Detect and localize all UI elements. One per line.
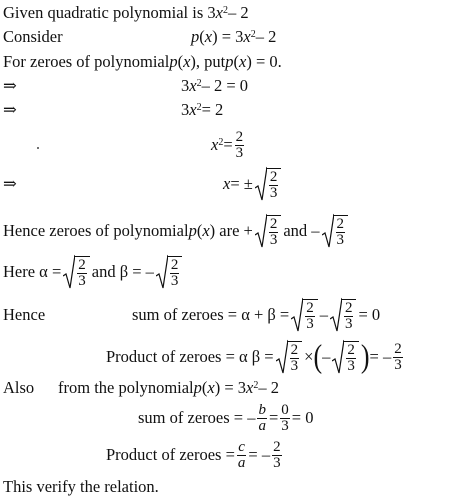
numerator: 2 [269, 215, 278, 232]
right-paren: ) [360, 338, 370, 375]
var-x: x [211, 134, 219, 154]
p-symbol: p [191, 26, 200, 46]
denominator: 3 [273, 454, 281, 471]
fraction [344, 301, 354, 332]
line-step4 [3, 165, 473, 203]
paren: ( [196, 220, 203, 240]
radicand [287, 341, 303, 374]
given-tail: – 2 [227, 2, 249, 22]
text: Product of zeroes = α β = [106, 346, 274, 366]
equals-pm: = ± [230, 173, 253, 193]
denominator: 3 [235, 144, 244, 161]
denominator: 3 [394, 356, 402, 373]
text: ) = 0. [246, 51, 282, 71]
and-text: and β = – [91, 261, 154, 281]
numerator: 2 [306, 299, 314, 316]
text: sum of zeroes = – [138, 407, 256, 427]
minus: – [319, 304, 328, 324]
numerator: 2 [394, 340, 402, 357]
also-text [58, 377, 279, 397]
sum-equation [132, 297, 380, 333]
var-x: x [189, 75, 197, 95]
sqrt [255, 213, 282, 249]
line-product-zeroes [106, 337, 405, 377]
consider-equation [191, 26, 277, 46]
radicand [266, 168, 282, 201]
line-step2 [3, 99, 473, 121]
text: ) are + [209, 220, 253, 240]
numerator: 0 [281, 401, 289, 418]
fraction [269, 170, 279, 201]
radicand [341, 299, 357, 332]
sqrt [291, 297, 318, 333]
tail: = 2 [201, 99, 224, 119]
line-for-zeroes [3, 51, 282, 73]
sqrt [255, 166, 282, 202]
denominator: 3 [269, 231, 278, 248]
line-sum-zeroes [3, 296, 473, 334]
equals-part: ) = 3 [212, 26, 244, 46]
p-symbol: p [225, 51, 234, 71]
sqrt [322, 213, 349, 249]
numerator: c [238, 438, 245, 455]
text: ) = 3 [214, 377, 247, 397]
verify-text: This verify the relation. [3, 476, 159, 496]
line-given [3, 2, 249, 24]
paren: ( [201, 377, 208, 397]
equals-minus: = – [369, 346, 392, 366]
denominator: 3 [336, 231, 345, 248]
paren: ( [177, 51, 184, 71]
numerator: 2 [344, 299, 353, 316]
fraction [305, 301, 315, 332]
var-x: x [223, 173, 231, 193]
line-verify [3, 476, 159, 498]
and-text: and – [283, 220, 320, 240]
paren: ( [199, 26, 205, 46]
step4-equation [223, 166, 283, 202]
line-step1 [3, 75, 473, 97]
implies-arrow: ⇒ [3, 75, 17, 95]
fraction [237, 440, 247, 471]
tail: – 2 [258, 377, 279, 397]
denominator: 3 [306, 315, 314, 332]
exponent: 2 [196, 78, 202, 89]
fraction [170, 258, 180, 289]
numerator: 2 [78, 256, 86, 273]
fraction [393, 342, 403, 373]
var-x: x [239, 51, 247, 71]
stray-dot [37, 147, 39, 149]
radicand [167, 256, 183, 289]
line-here-alpha-beta [3, 253, 184, 291]
var-x: x [202, 220, 210, 240]
text: For zeroes of polynomial [3, 51, 170, 71]
step2-equation [181, 99, 224, 119]
radicand [266, 215, 282, 248]
denominator: 3 [269, 184, 278, 201]
sqrt [156, 254, 183, 290]
paren: ( [233, 51, 240, 71]
numerator: 2 [170, 256, 179, 273]
exponent: 2 [250, 29, 256, 40]
fraction [77, 258, 87, 289]
line-sum-check [138, 401, 313, 435]
text: Product of zeroes = [106, 444, 235, 464]
radicand [333, 215, 349, 248]
numerator: 2 [269, 168, 278, 185]
implies-arrow: ⇒ [3, 173, 17, 193]
radicand [343, 341, 359, 374]
var-x: x [183, 51, 191, 71]
radicand [302, 299, 318, 332]
hence-label: Hence [3, 304, 46, 324]
text: Hence zeroes of polynomial [3, 220, 189, 240]
text: Here α = [3, 261, 62, 281]
tail: – 2 [255, 26, 277, 46]
text: from the polynomial [58, 377, 194, 397]
line-step3 [211, 128, 246, 162]
tail: – 2 = 0 [201, 75, 249, 95]
step1-equation [181, 75, 249, 95]
fraction [272, 440, 282, 471]
result: = 0 [358, 304, 381, 324]
denominator: 3 [78, 272, 86, 289]
var-x: x [207, 377, 215, 397]
coef: 3 [181, 99, 190, 119]
sqrt [332, 339, 359, 375]
denominator: 3 [347, 357, 355, 374]
var-x: x [246, 377, 254, 397]
denominator: 3 [281, 417, 289, 434]
equals: = [223, 134, 233, 154]
var-x: x [189, 99, 197, 119]
exponent: 2 [218, 137, 224, 148]
line-consider [3, 26, 473, 48]
text: ), put [190, 51, 226, 71]
denominator: 3 [344, 315, 353, 332]
exponent: 2 [253, 380, 259, 391]
left-paren: ( [313, 338, 323, 375]
equals: = [268, 407, 279, 427]
fraction [257, 403, 267, 434]
exponent: 2 [222, 5, 228, 16]
radicand [74, 256, 90, 289]
text: sum of zeroes = α + β = [132, 304, 290, 324]
line-hence-zeroes [3, 212, 350, 250]
numerator: 2 [235, 128, 244, 145]
denominator: 3 [170, 272, 179, 289]
sqrt [330, 297, 357, 333]
denominator: a [258, 417, 266, 434]
also-label: Also [3, 377, 35, 397]
sqrt [63, 254, 90, 290]
p-symbol: p [193, 377, 202, 397]
fraction [235, 130, 245, 161]
fraction [346, 343, 356, 374]
given-text: Given quadratic polynomial is 3 [3, 2, 216, 22]
minus: – [322, 346, 331, 366]
numerator: 2 [336, 215, 345, 232]
var-x: x [243, 26, 251, 46]
p-symbol: p [169, 51, 178, 71]
coef: 3 [181, 75, 190, 95]
line-also [3, 377, 473, 399]
exponent: 2 [196, 102, 202, 113]
implies-arrow: ⇒ [3, 99, 17, 119]
sqrt [276, 339, 303, 375]
fraction [280, 403, 290, 434]
fraction [336, 217, 346, 248]
numerator: 2 [273, 438, 281, 455]
times: × [304, 346, 314, 366]
p-symbol: p [188, 220, 197, 240]
denominator: 3 [290, 357, 299, 374]
result: = 0 [291, 407, 314, 427]
numerator: 2 [290, 341, 299, 358]
fraction [269, 217, 279, 248]
line-product-check [106, 438, 284, 472]
numerator: b [258, 401, 266, 418]
numerator: 2 [347, 341, 355, 358]
denominator: a [237, 454, 246, 471]
var-x: x [204, 26, 213, 46]
consider-label: Consider [3, 26, 63, 46]
equals-minus: = – [248, 444, 271, 464]
var-x: x [215, 2, 223, 22]
fraction [290, 343, 300, 374]
